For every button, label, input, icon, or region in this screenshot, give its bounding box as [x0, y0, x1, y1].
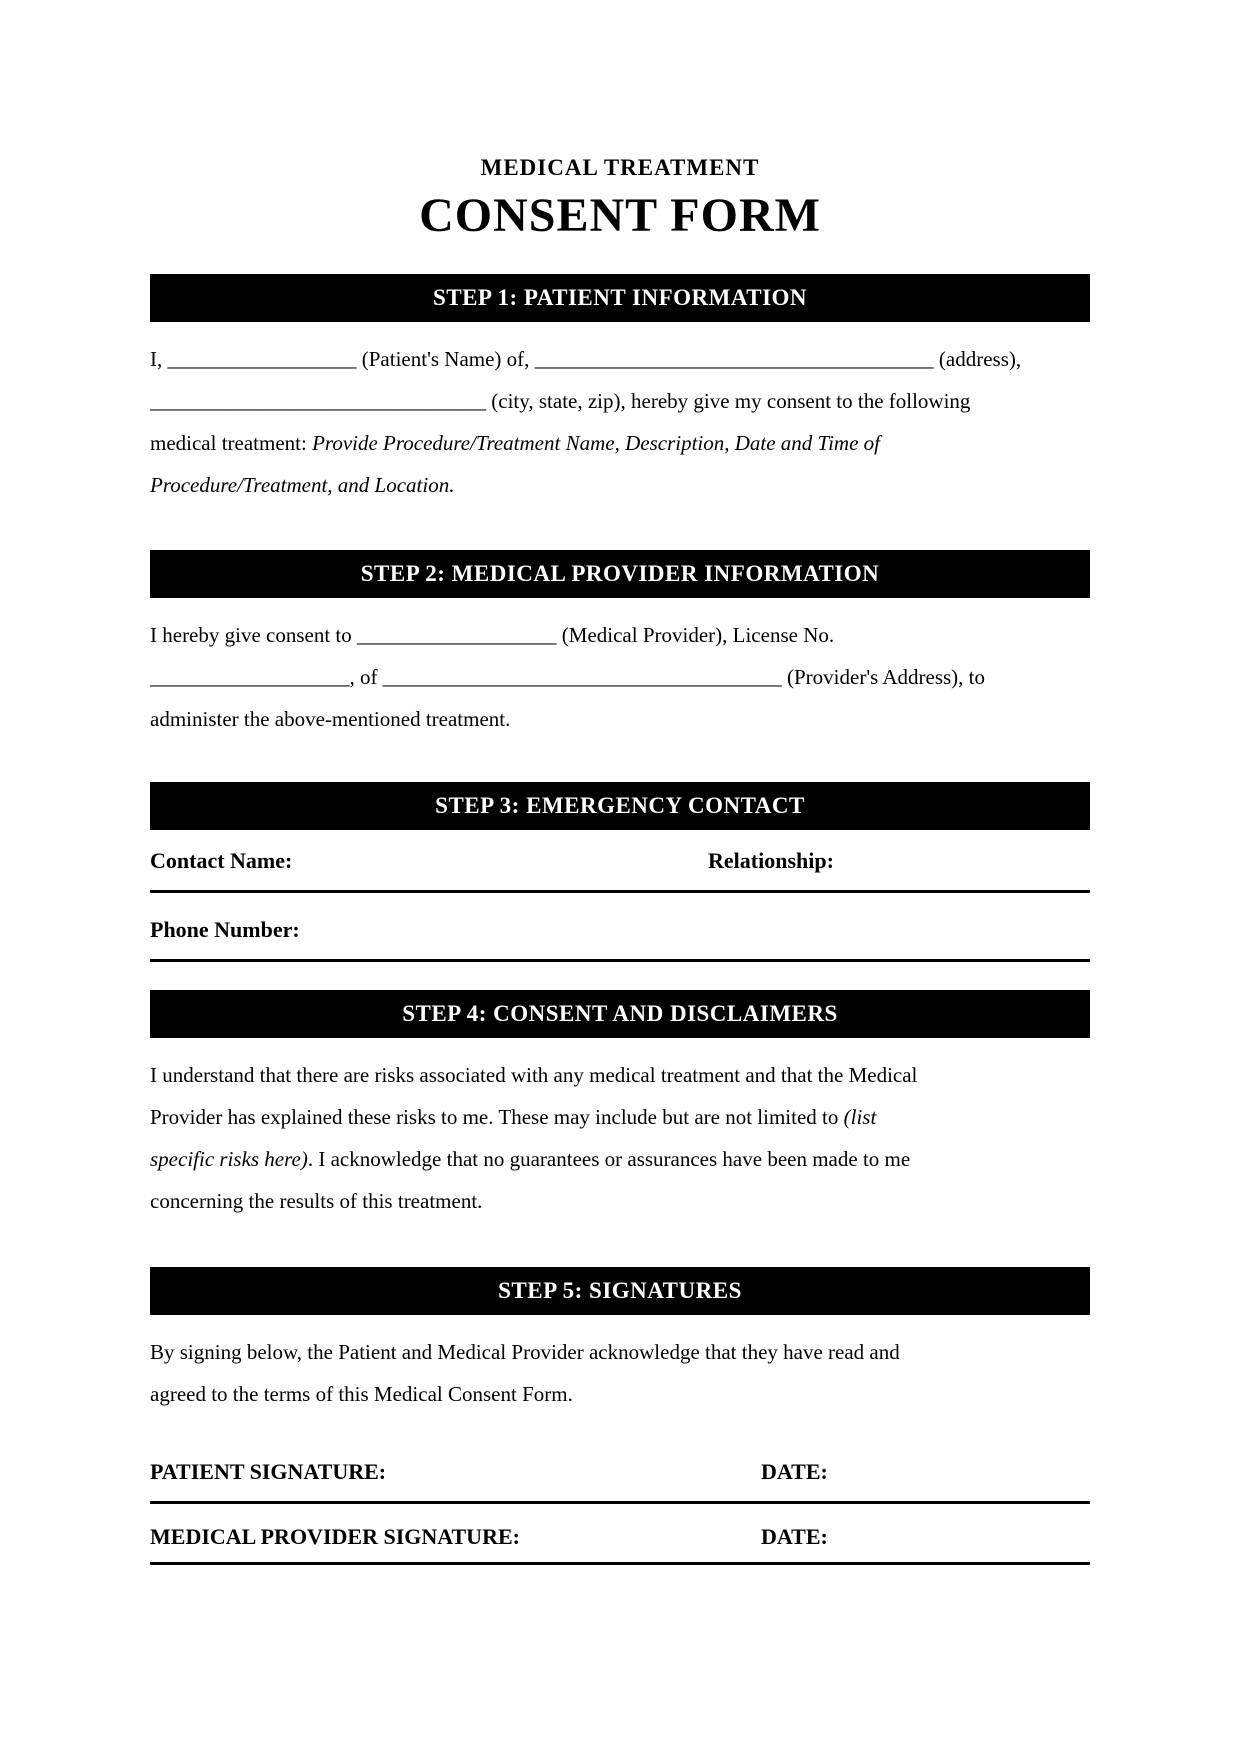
step1-paragraph: [150, 338, 1090, 506]
step4-line-1: I understand that there are risks associated with any medical treatment and that the Medical: [150, 1063, 918, 1087]
step4-l2-italic-placeholder: (list: [843, 1105, 877, 1129]
patient-name-blank[interactable]: __________________: [167, 347, 357, 371]
step5-line-2: agreed to the terms of this Medical Consent Form.: [150, 1382, 573, 1406]
step1-l3-italic-placeholder: Provide Procedure/Treatment Name, Description, Date and Time of: [312, 431, 880, 455]
step4-section-header: STEP 4: CONSENT AND DISCLAIMERS: [150, 990, 1090, 1038]
step2-line-1: [150, 614, 1090, 656]
step1-line-2: [150, 380, 1090, 422]
step2-paragraph: [150, 614, 1090, 740]
step1-line-1: [150, 338, 1090, 380]
step1-l1-mid: (Patient's Name) of,: [356, 347, 535, 371]
step4-line-4: concerning the results of this treatment.: [150, 1189, 483, 1213]
patient-signature-label: PATIENT SIGNATURE:: [150, 1459, 387, 1484]
step2-line-2: [150, 656, 1090, 698]
patient-date-label: DATE:: [761, 1459, 828, 1484]
step2-l2-post: (Provider's Address), to: [781, 665, 986, 689]
license-number-blank[interactable]: ___________________: [150, 665, 350, 689]
patient-signature-field-row[interactable]: [150, 1445, 1090, 1504]
step5-paragraph: [150, 1331, 1090, 1415]
medical-provider-name-blank[interactable]: ___________________: [357, 623, 557, 647]
step2-l3-text: administer the above-mentioned treatment.: [150, 707, 511, 731]
phone-number-label: Phone Number:: [150, 917, 300, 942]
step1-l3-text: medical treatment:: [150, 431, 313, 455]
phone-number-field-row[interactable]: [150, 911, 1090, 962]
city-state-zip-blank[interactable]: ________________________________: [150, 389, 486, 413]
step4-line-2: [150, 1096, 1090, 1138]
step4-paragraph: [150, 1054, 1090, 1222]
step4-l3-italic-placeholder: specific risks here): [150, 1147, 308, 1171]
relationship-label: Relationship:: [708, 848, 834, 873]
step4-l2-text: Provider has explained these risks to me. These may include but are not limited to: [150, 1105, 844, 1129]
step4-l3-text: . I acknowledge that no guarantees or assurances have been made to me: [307, 1147, 911, 1171]
document-subtitle: MEDICAL TREATMENT: [480, 155, 760, 180]
step1-l1-post: (address),: [933, 347, 1022, 371]
step1-line-4: [150, 464, 1090, 506]
step2-section-header: STEP 2: MEDICAL PROVIDER INFORMATION: [150, 550, 1090, 598]
provider-signature-field-row[interactable]: [150, 1514, 1090, 1565]
contact-name-label: Contact Name:: [150, 848, 293, 873]
step1-line-3: [150, 422, 1090, 464]
step2-line-3: [150, 698, 1090, 740]
step1-section-header: STEP 1: PATIENT INFORMATION: [150, 274, 1090, 322]
provider-date-label: DATE:: [761, 1524, 828, 1549]
step2-l1-post: (Medical Provider), License No.: [556, 623, 835, 647]
document-title: CONSENT FORM: [419, 189, 821, 242]
step1-l4-italic-placeholder: Procedure/Treatment, and Location.: [150, 473, 455, 497]
step1-l1-pre: I,: [150, 347, 168, 371]
step1-l2-text: (city, state, zip), hereby give my consent to the following: [486, 389, 971, 413]
provider-signature-label: MEDICAL PROVIDER SIGNATURE:: [150, 1524, 520, 1549]
step5-section-header: STEP 5: SIGNATURES: [150, 1267, 1090, 1315]
patient-address-blank[interactable]: ______________________________________: [534, 347, 934, 371]
step2-l1-pre: I hereby give consent to: [150, 623, 358, 647]
step2-l2-mid: , of: [349, 665, 383, 689]
contact-name-relationship-field-row[interactable]: [150, 842, 1090, 893]
step3-section-header: STEP 3: EMERGENCY CONTACT: [150, 782, 1090, 830]
provider-address-blank[interactable]: ______________________________________: [382, 665, 782, 689]
step4-line-3: [150, 1138, 1090, 1180]
step5-line-1: By signing below, the Patient and Medical Provider acknowledge that they have read and: [150, 1340, 900, 1364]
